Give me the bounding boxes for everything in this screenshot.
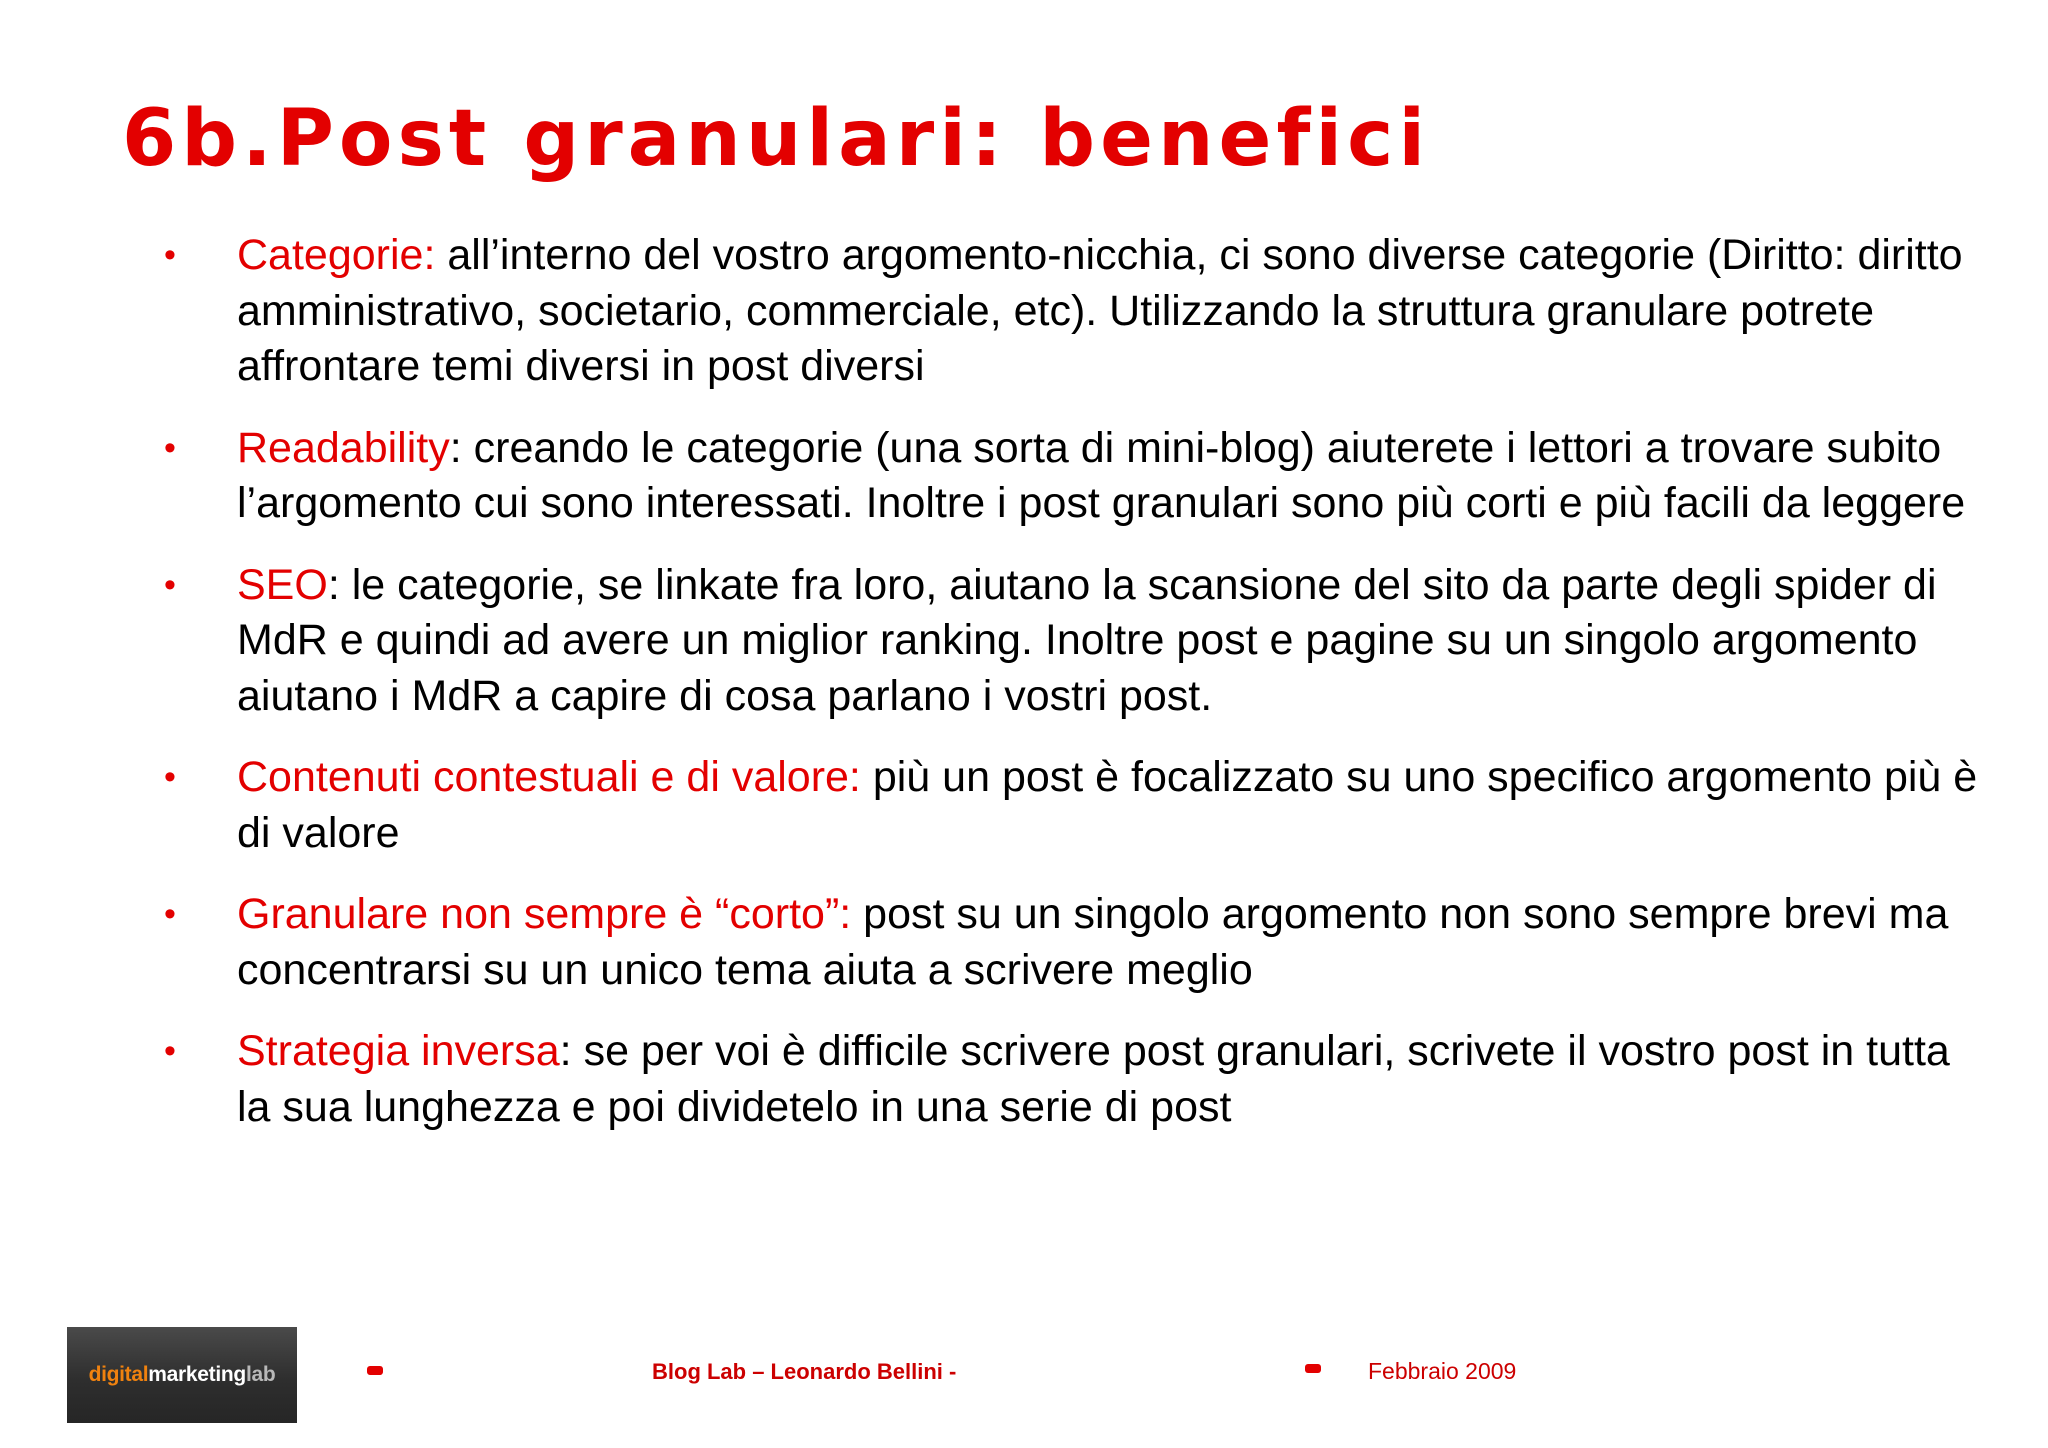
bullet-dot-icon: •	[164, 895, 176, 933]
bullet-granulare	[160, 887, 1980, 998]
bullet-categorie	[160, 228, 1980, 395]
bullet-dot-icon: •	[164, 565, 176, 604]
footer-date: Febbraio 2009	[1368, 1358, 1517, 1384]
bullet-term: Readability	[237, 423, 450, 472]
bullet-strategia	[160, 1024, 1980, 1135]
bullet-dot-icon: •	[164, 236, 176, 274]
bullet-text: all’interno del vostro argomento-nicchia, ci sono diverse categorie (Diritto: diritto amministrativo, societario, commerciale, etc). Utilizzando la struttura granulare potrete affrontare temi diversi in post diversi	[237, 231, 1963, 390]
bullet-text: più un post è focalizzato su uno specifico argomento più è di valore	[237, 753, 1978, 857]
bullet-list	[160, 228, 1980, 1161]
bullet-text: : creando le categorie (una sorta di mini-blog) aiuterete i lettori a trovare subito l’argomento cui sono interessati. Inoltre i post granulari sono più corti e più facili da leggere	[237, 423, 1966, 527]
logo-part-lab: lab	[245, 1363, 276, 1386]
bullet-contenuti	[160, 750, 1980, 861]
bullet-term: Granulare non sempre è “corto”:	[237, 890, 852, 938]
bullet-term: Strategia inversa	[237, 1027, 560, 1075]
footer-marker-icon	[1305, 1364, 1321, 1373]
bullet-text: : se per voi è difficile scrivere post granulari, scrivete il vostro post in tutta la sua lunghezza e poi dividetelo in una serie di post	[237, 1027, 1950, 1131]
bullet-term: Categorie:	[237, 231, 436, 279]
bullet-dot-icon: •	[164, 758, 176, 796]
slide-title: 6b.Post granulari: benefici	[122, 94, 1431, 184]
bullet-readability	[160, 421, 1980, 532]
logo-part-digital: digital	[88, 1363, 149, 1386]
footer-author: Blog Lab – Leonardo Bellini -	[652, 1359, 957, 1384]
bullet-dot-icon: •	[164, 1032, 176, 1070]
bullet-dot-icon: •	[164, 428, 176, 467]
bullet-term: Contenuti contestuali e di valore:	[237, 753, 861, 801]
logo-part-marketing: marketing	[148, 1363, 246, 1386]
bullet-seo	[160, 558, 1980, 725]
bullet-text: post su un singolo argomento non sono sempre brevi ma concentrarsi su un unico tema aiuta a scrivere meglio	[237, 890, 1949, 994]
logo-text	[89, 1363, 276, 1387]
bullet-term: SEO	[237, 560, 328, 609]
digitalmarketinglab-logo	[67, 1327, 297, 1423]
footer-marker-icon	[367, 1366, 383, 1375]
bullet-text: : le categorie, se linkate fra loro, aiutano la scansione del sito da parte degli spider di MdR e quindi ad avere un miglior ranking. Inoltre post e pagine su un singolo argomento aiutano i MdR a capire di cosa parlano i vostri post.	[237, 560, 1937, 720]
